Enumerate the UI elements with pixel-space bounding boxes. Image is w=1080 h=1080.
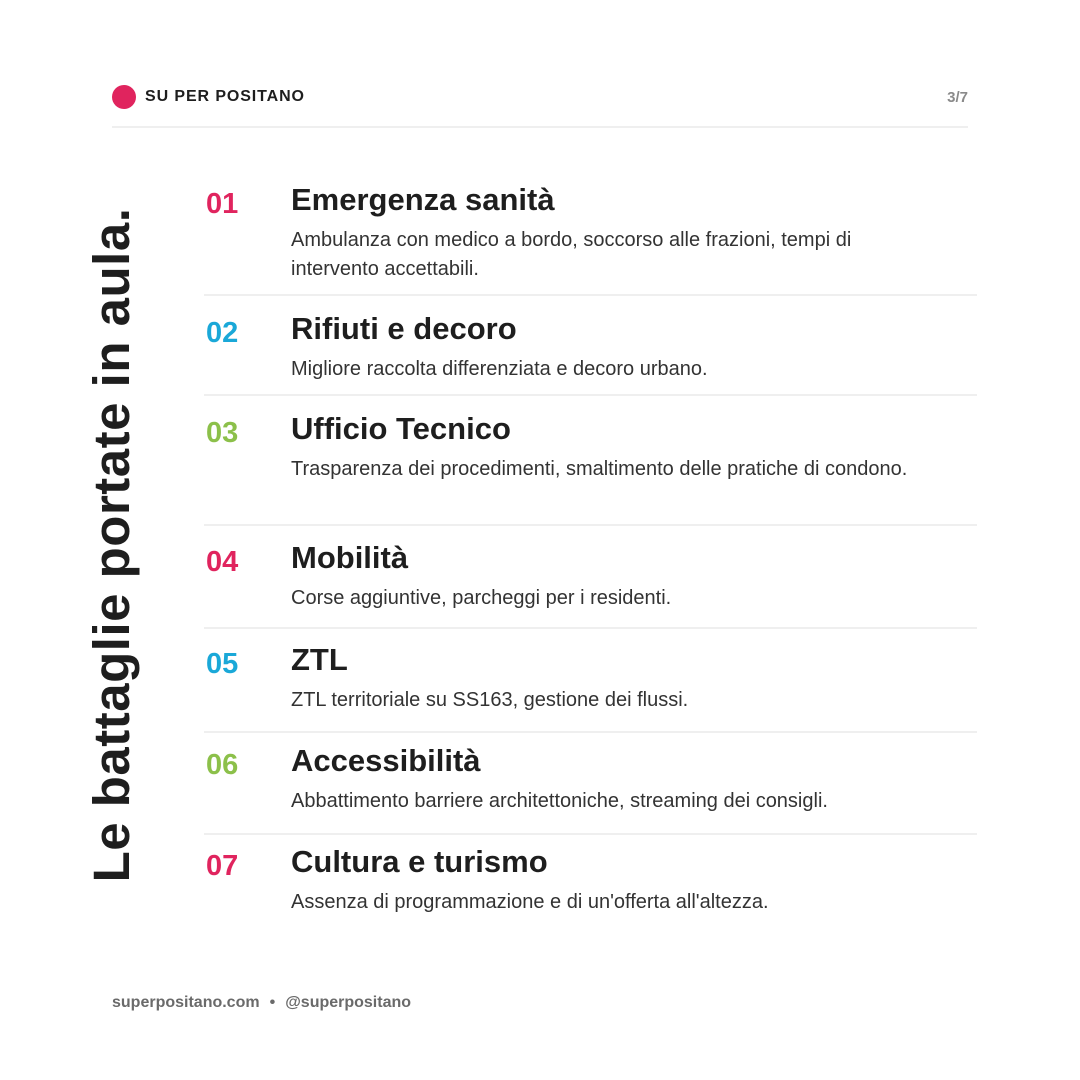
item-description: Migliore raccolta differenziata e decoro urbano. — [291, 358, 708, 380]
item-title: Ufficio Tecnico — [291, 411, 511, 446]
item-divider — [204, 627, 977, 629]
item-description: Trasparenza dei procedimenti, smaltimento delle pratiche di condono. — [291, 458, 908, 480]
item-description: Corse aggiuntive, parcheggi per i residenti. — [291, 587, 672, 609]
item-divider — [204, 394, 977, 396]
item-description: Assenza di programmazione e di un'offerta all'altezza. — [291, 891, 769, 913]
item-description: Ambulanza con medico a bordo, soccorso alle frazioni, tempi di intervento accettabili. — [291, 229, 852, 280]
item-number: 06 — [206, 749, 239, 781]
item-divider — [204, 731, 977, 733]
item-number: 07 — [206, 850, 239, 882]
website-link[interactable]: superpositano.com — [112, 994, 260, 1011]
item-title: Accessibilità — [291, 743, 481, 778]
footer — [112, 994, 411, 1012]
item-number: 05 — [206, 648, 239, 680]
item-title: ZTL — [291, 642, 348, 677]
item-title: Mobilità — [291, 540, 409, 575]
item-number: 01 — [206, 188, 239, 220]
item-divider — [204, 524, 977, 526]
social-handle[interactable]: @superpositano — [285, 994, 412, 1011]
footer-separator: • — [269, 994, 276, 1011]
item-divider — [204, 294, 977, 296]
item-title: Emergenza sanità — [291, 182, 555, 217]
brand-name: SU PER POSITANO — [145, 88, 305, 105]
item-title: Rifiuti e decoro — [291, 311, 517, 346]
item-divider — [204, 833, 977, 835]
header-divider — [112, 126, 968, 128]
item-title: Cultura e turismo — [291, 844, 548, 879]
page-title: Le battaglie portate in aula. — [83, 207, 140, 883]
item-number: 04 — [206, 546, 239, 578]
brand-dot-icon — [112, 85, 136, 109]
item-description: ZTL territoriale su SS163, gestione dei flussi. — [291, 689, 689, 711]
item-description: Abbattimento barriere architettoniche, streaming dei consigli. — [291, 790, 828, 812]
item-number: 03 — [206, 417, 239, 449]
item-number: 02 — [206, 317, 239, 349]
page-counter: 3/7 — [947, 89, 968, 106]
header — [112, 84, 968, 110]
